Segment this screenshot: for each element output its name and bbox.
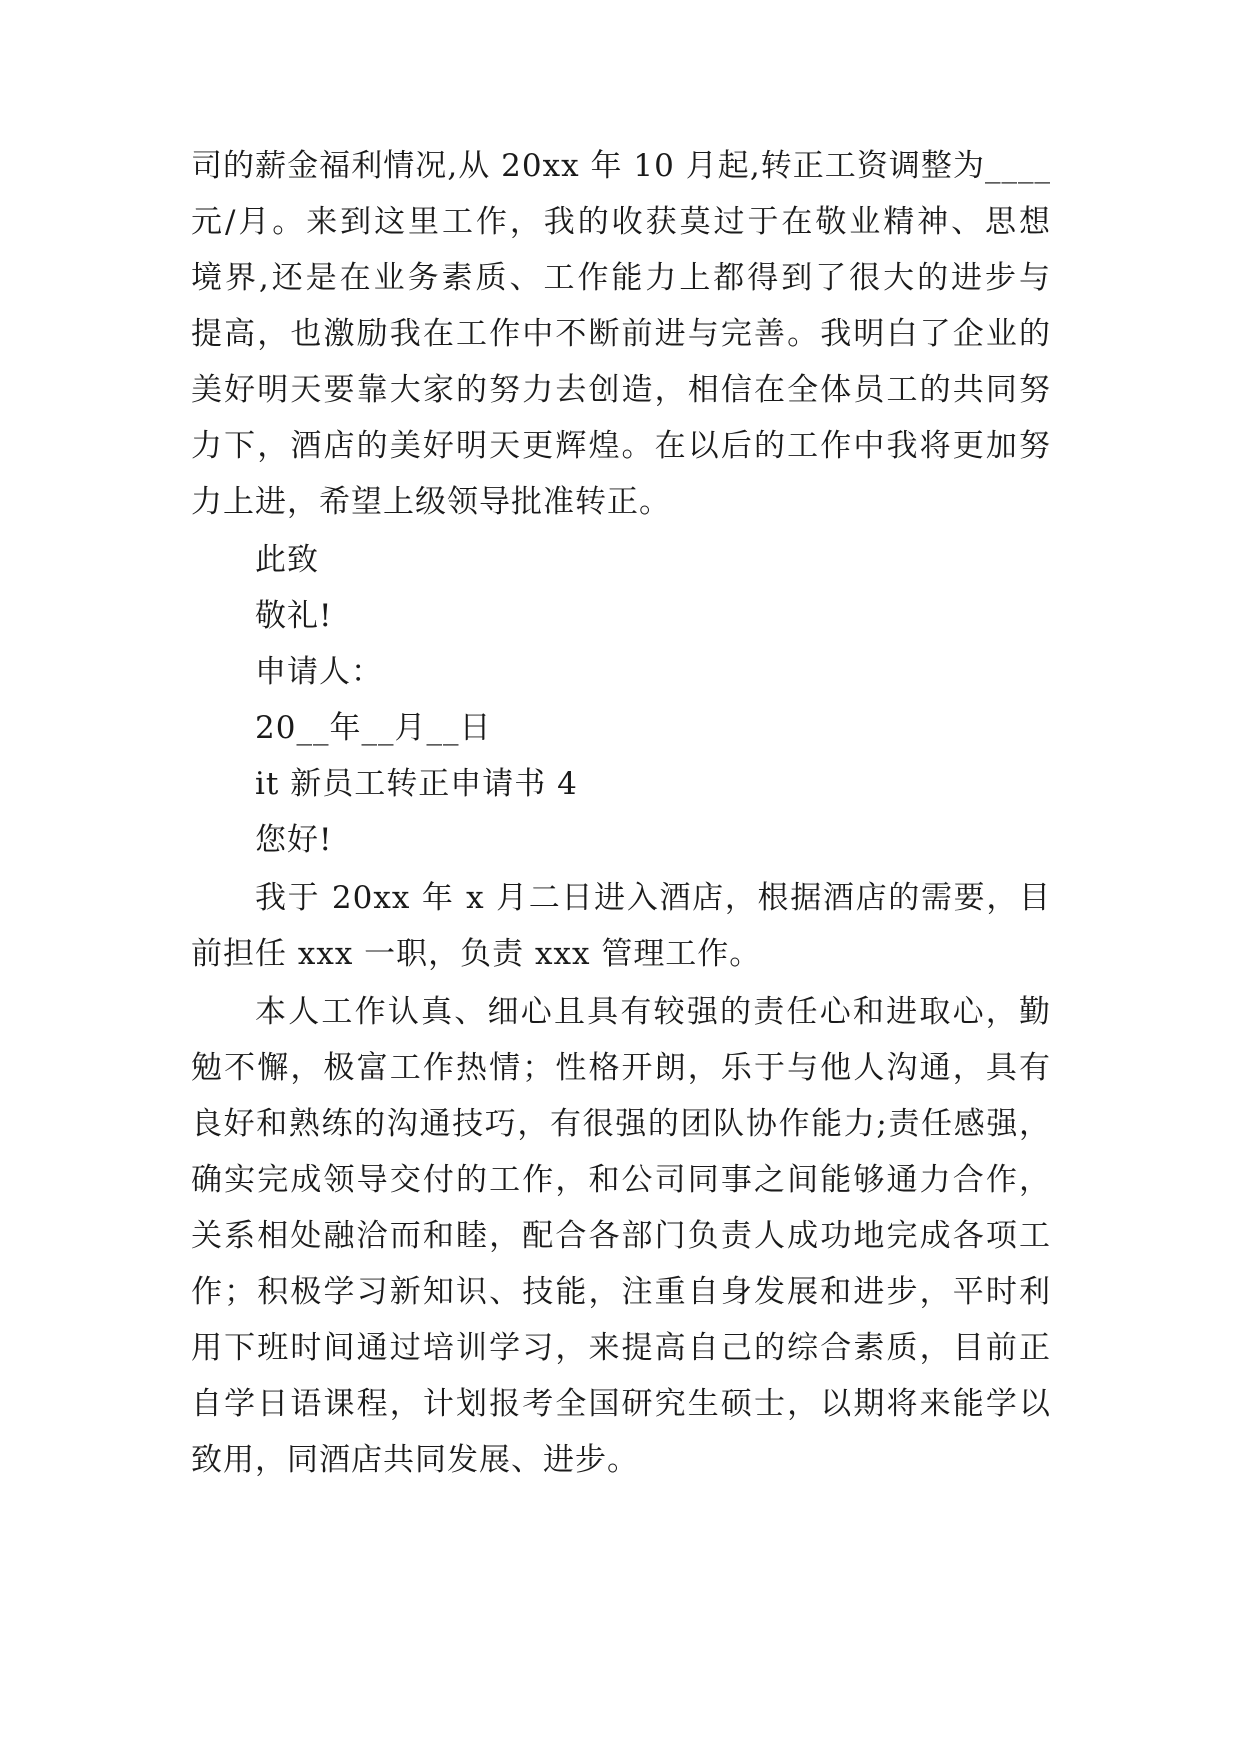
paragraph-line: 我于 20xx 年 x 月二日进入酒店，根据酒店的需要，目 bbox=[255, 880, 1051, 916]
applicant-label: 申请人： bbox=[255, 654, 383, 690]
paragraph-line: 勉不懈，极富工作热情；性格开朗，乐于与他人沟通，具有 bbox=[191, 1050, 1051, 1086]
paragraph-line: 境界,还是在业务素质、工作能力上都得到了很大的进步与 bbox=[191, 260, 1051, 296]
closing-regards: 敬礼! bbox=[255, 598, 333, 634]
paragraph-line: 致用，同酒店共同发展、进步。 bbox=[191, 1442, 639, 1478]
paragraph-line: 力上进，希望上级领导批准转正。 bbox=[191, 484, 671, 520]
paragraph-line: 元/月。来到这里工作，我的收获莫过于在敬业精神、思想 bbox=[191, 204, 1051, 240]
section-title: it 新员工转正申请书 4 bbox=[255, 766, 578, 802]
paragraph-line: 良好和熟练的沟通技巧，有很强的团队协作能力;责任感强， bbox=[191, 1106, 1051, 1142]
paragraph-line: 自学日语课程，计划报考全国研究生硕士，以期将来能学以 bbox=[191, 1386, 1051, 1422]
paragraph-line: 前担任 xxx 一职，负责 xxx 管理工作。 bbox=[191, 936, 762, 972]
greeting: 您好! bbox=[255, 822, 333, 858]
paragraph-line: 关系相处融洽而和睦，配合各部门负责人成功地完成各项工 bbox=[191, 1218, 1051, 1254]
paragraph-line: 确实完成领导交付的工作，和公司同事之间能够通力合作， bbox=[191, 1162, 1051, 1198]
closing-salutation: 此致 bbox=[255, 542, 319, 578]
date-line: 20__年__月__日 bbox=[255, 710, 492, 746]
paragraph-line: 作；积极学习新知识、技能，注重自身发展和进步，平时利 bbox=[191, 1274, 1051, 1310]
paragraph-line: 本人工作认真、细心且具有较强的责任心和进取心，勤 bbox=[255, 994, 1051, 1030]
paragraph-line: 力下，酒店的美好明天更辉煌。在以后的工作中我将更加努 bbox=[191, 428, 1051, 464]
paragraph-line: 提高，也激励我在工作中不断前进与完善。我明白了企业的 bbox=[191, 316, 1051, 352]
paragraph-line: 用下班时间通过培训学习，来提高自己的综合素质，目前正 bbox=[191, 1330, 1051, 1366]
paragraph-line: 司的薪金福利情况,从 20xx 年 10 月起,转正工资调整为____ bbox=[191, 148, 1051, 184]
paragraph-line: 美好明天要靠大家的努力去创造，相信在全体员工的共同努 bbox=[191, 372, 1051, 408]
